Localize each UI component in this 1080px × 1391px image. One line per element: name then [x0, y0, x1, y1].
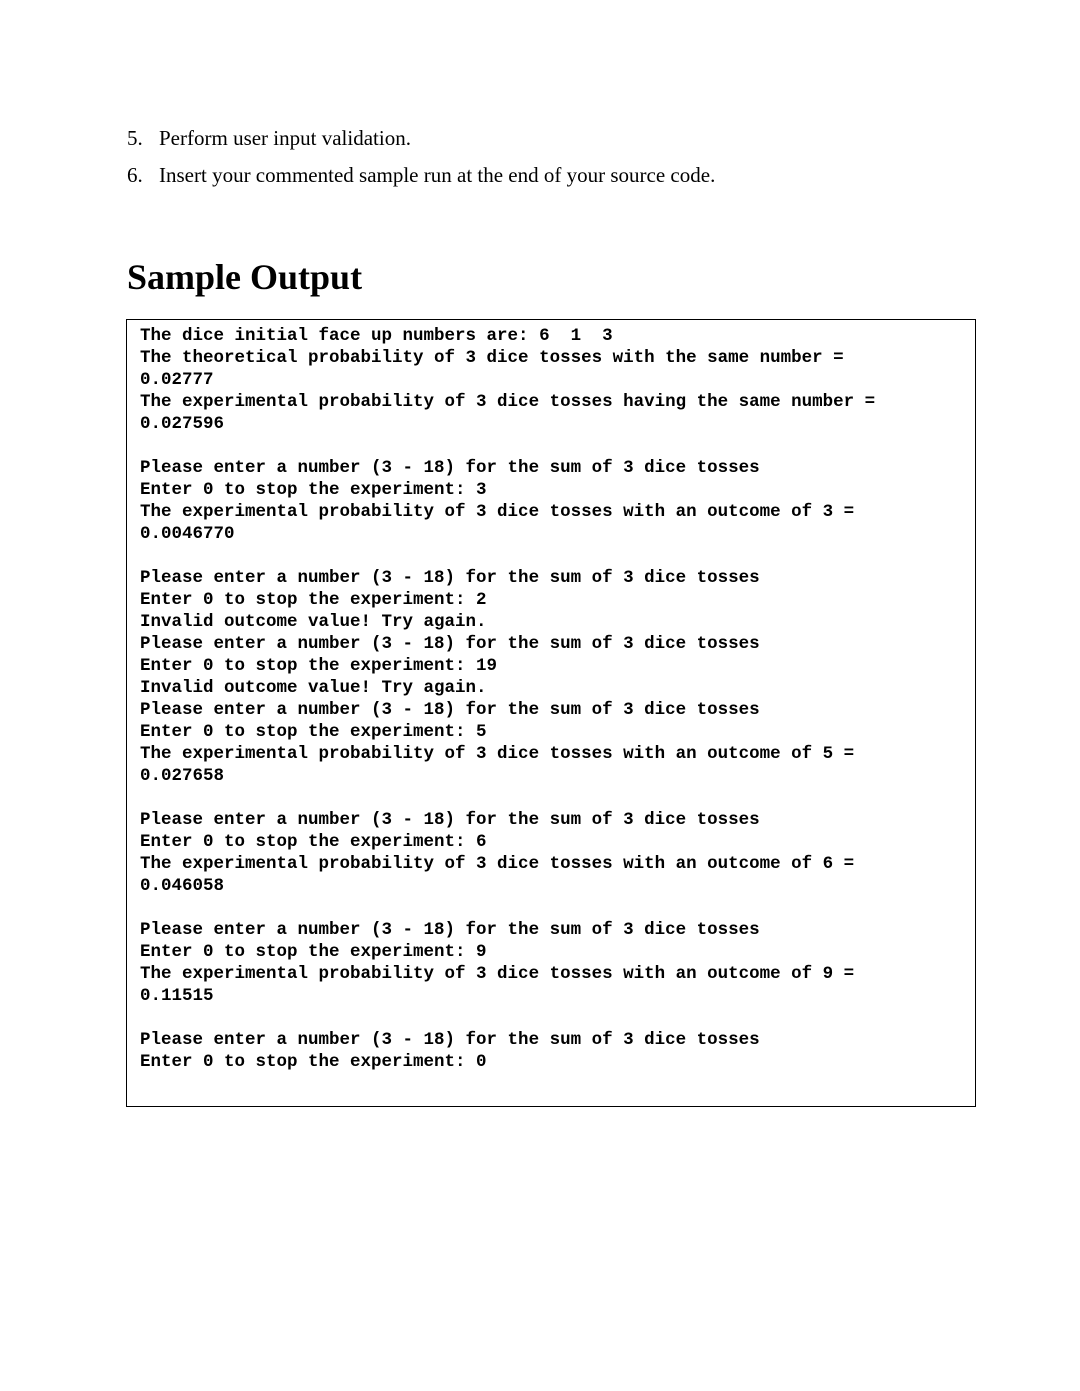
output-line: 0.027658 — [140, 766, 225, 786]
output-line: Enter 0 to stop the experiment: 6 — [140, 832, 487, 852]
output-line: Please enter a number (3 - 18) for the sum of 3 dice tosses — [140, 634, 760, 654]
section-title: Sample Output — [127, 257, 363, 297]
output-line — [140, 787, 875, 809]
output-line: The experimental probability of 3 dice tosses with an outcome of 5 = — [140, 744, 855, 764]
sample-output-box — [126, 319, 976, 1107]
output-line: Enter 0 to stop the experiment: 3 — [140, 480, 487, 500]
output-line: The theoretical probability of 3 dice tosses with the same number = — [140, 348, 844, 368]
output-line — [140, 545, 875, 567]
output-line: Enter 0 to stop the experiment: 19 — [140, 656, 498, 676]
output-line: 0.02777 — [140, 370, 214, 390]
output-line: The experimental probability of 3 dice tosses with an outcome of 3 = — [140, 502, 855, 522]
output-line: Please enter a number (3 - 18) for the sum of 3 dice tosses — [140, 458, 760, 478]
output-line: Please enter a number (3 - 18) for the sum of 3 dice tosses — [140, 700, 760, 720]
output-line: Invalid outcome value! Try again. — [140, 612, 487, 632]
output-line — [140, 1007, 875, 1029]
list-item-number: 5. — [127, 126, 143, 150]
output-line: Please enter a number (3 - 18) for the sum of 3 dice tosses — [140, 1030, 760, 1050]
output-line: Please enter a number (3 - 18) for the sum of 3 dice tosses — [140, 810, 760, 830]
list-item — [127, 161, 715, 198]
output-line: 0.046058 — [140, 876, 225, 896]
list-item-text: Perform user input validation. — [159, 126, 411, 150]
instruction-list — [127, 124, 715, 198]
output-line: Enter 0 to stop the experiment: 5 — [140, 722, 487, 742]
output-line: Please enter a number (3 - 18) for the sum of 3 dice tosses — [140, 568, 760, 588]
output-line: The dice initial face up numbers are: 6 1 3 — [140, 326, 613, 346]
output-line: The experimental probability of 3 dice tosses having the same number = — [140, 392, 876, 412]
output-line: 0.027596 — [140, 414, 225, 434]
output-line: The experimental probability of 3 dice tosses with an outcome of 9 = — [140, 964, 855, 984]
output-line: Invalid outcome value! Try again. — [140, 678, 487, 698]
output-line: 0.0046770 — [140, 524, 235, 544]
output-line: The experimental probability of 3 dice tosses with an outcome of 6 = — [140, 854, 855, 874]
output-line — [140, 897, 875, 919]
output-line: Enter 0 to stop the experiment: 9 — [140, 942, 487, 962]
output-line: 0.11515 — [140, 986, 214, 1006]
list-item-text: Insert your commented sample run at the end of your source code. — [159, 163, 716, 187]
list-item — [127, 124, 715, 161]
output-line — [140, 435, 875, 457]
output-lines — [140, 325, 875, 1073]
output-line: Enter 0 to stop the experiment: 0 — [140, 1052, 487, 1072]
output-line: Please enter a number (3 - 18) for the sum of 3 dice tosses — [140, 920, 760, 940]
list-item-number: 6. — [127, 163, 143, 187]
output-line: Enter 0 to stop the experiment: 2 — [140, 590, 487, 610]
